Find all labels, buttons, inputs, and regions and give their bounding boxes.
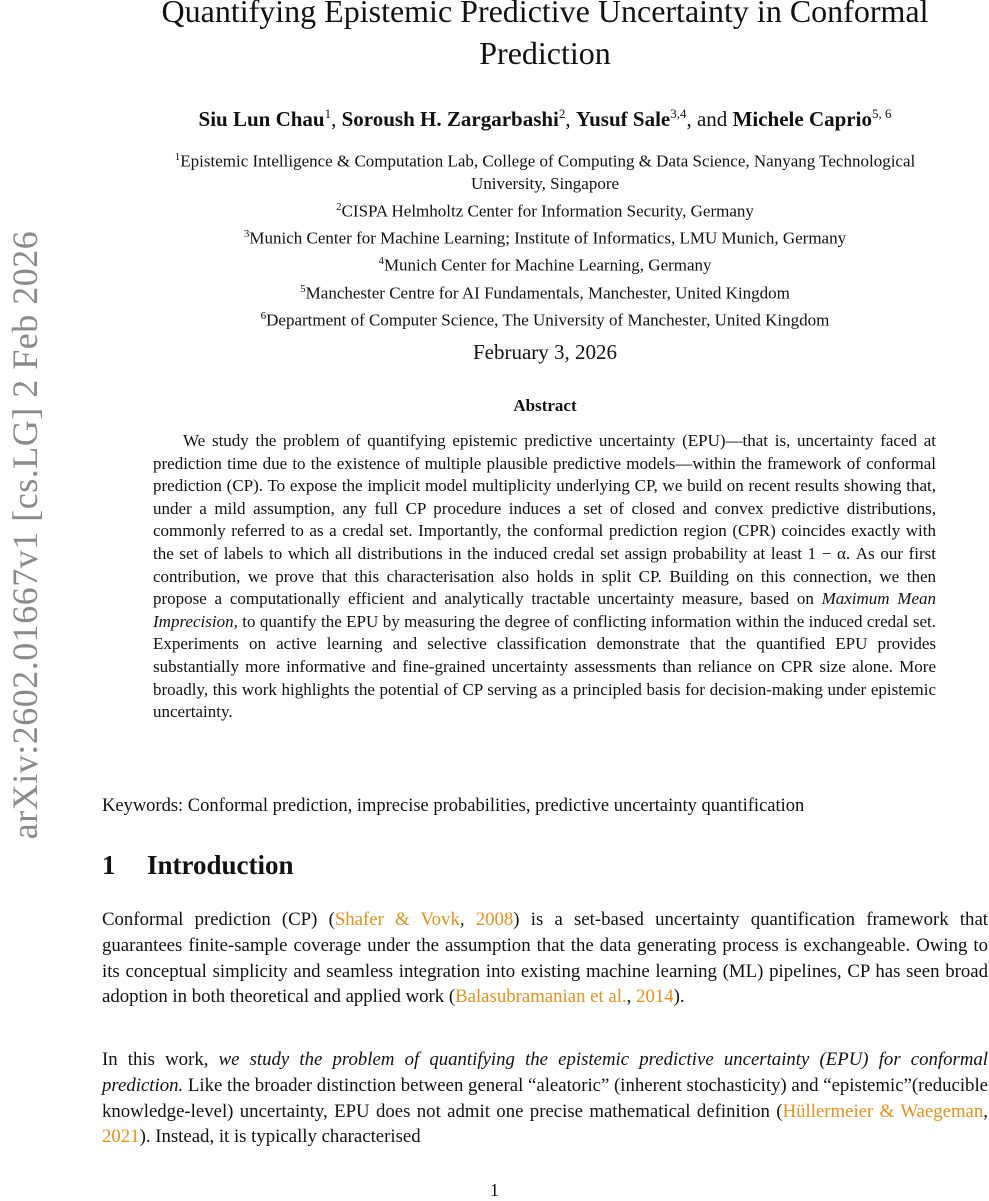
author-affil-sup: 3,4 (670, 106, 687, 121)
publication-date: February 3, 2026 (472, 340, 618, 364)
affil-text: Munich Center for Machine Learning, Germany (383, 256, 712, 275)
section-number: 1 (102, 850, 116, 880)
abstract-text: , to quantify the EPU by measuring the degree of conflicting information within the induced credal set. Experiments on active learning and selective classification demonstrate that the quantified EPU provides substantially more informative and fine-grained uncertainty assessments than reliance on CPR size alone. More broadly, this work highlights the potential of CP serving as a principled basis for decision-making under epistemic uncertainty. (153, 611, 936, 722)
affiliation-5 (100, 278, 989, 305)
affiliation-4 (100, 250, 989, 277)
abstract-italic-term: Maximum Mean Imprecision (153, 589, 936, 631)
author-name: Siu Lun Chau (198, 107, 325, 131)
body-italic-text: we study the problem of quantifying the epistemic predictive uncertainty (EPU) for conformal prediction. (102, 1049, 988, 1096)
body-text: ). (673, 986, 685, 1008)
affil-sup: 2 (336, 200, 342, 213)
affil-sup: 5 (300, 282, 306, 295)
author-affil-sup: 1 (324, 106, 332, 121)
author-list: Siu Lun Chau$^1$, Soroush H. Zargarbashi$^2$, Yusuf Sale$^{3,4}$, and Michele Caprio$^{5, 6}$ (198, 106, 892, 131)
abstract-heading: Abstract (513, 396, 577, 415)
affil-sup: 1 (174, 151, 181, 163)
affiliation-3 (100, 223, 989, 250)
arxiv-identifier-stamp: arXiv:2602.01667v1 [cs.LG] 2 Feb 2026 (5, 230, 45, 840)
author-affil-sup: 2 (558, 106, 566, 121)
page-number: 1 (490, 1180, 499, 1200)
body-text: Conformal prediction (CP) ( (102, 909, 335, 930)
affil-text: Manchester Centre for AI Fundamentals, Manchester, United Kingdom (305, 283, 790, 303)
paper-title (120, 0, 970, 74)
author-conjunction: , and (686, 107, 733, 131)
affil-text: University, Singapore (470, 174, 620, 194)
abstract-body (153, 430, 936, 724)
intro-paragraph-2 (102, 1047, 988, 1150)
affiliation-1-cont (100, 173, 989, 196)
affiliation-6 (100, 305, 989, 332)
affiliations (100, 146, 989, 332)
author-affil-sup: 5, 6 (871, 106, 892, 121)
title-line-1: Quantifying Epistemic Predictive Uncertainty in Conformal (161, 0, 929, 29)
citation-separator: , (459, 909, 476, 930)
intro-paragraph-1 (102, 907, 988, 1010)
citation-year-link[interactable]: 2014 (636, 986, 674, 1008)
abstract-text: We study the problem of quantifying epistemic predictive uncertainty (EPU)—that is, uncertainty faced at prediction time due to the existence of multiple plausible predictive models—within the framework of conformal prediction (CP). To expose the implicit model multiplicity underlying CP, we build on recent results showing that, under a mild assumption, any full CP procedure induces a set of closed and convex predictive distributions, commonly referred to as a credal set. Importantly, the conformal prediction region (CPR) coincides exactly with the set of labels to which all distributions in the induced credal set assign probability at least 1 − α. As our first contribution, we prove that this characterisation also holds in split CP. Building on this connection, we then propose a computationally efficient and analytically tractable uncertainty measure, based on (153, 431, 936, 609)
author-name: Soroush H. Zargarbashi (341, 107, 559, 131)
section-title: Introduction (147, 850, 294, 880)
author-name: Michele Caprio (732, 107, 872, 131)
citation-year-link[interactable]: 2008 (475, 909, 514, 930)
affil-text: Department of Computer Science, The University of Manchester, United Kingdom (266, 310, 830, 330)
citation-separator: , (626, 986, 637, 1008)
citation-link[interactable]: Hüllermeier & Waegeman (782, 1100, 984, 1122)
affil-sup: 6 (260, 309, 267, 322)
affil-text: Munich Center for Machine Learning; Institute of Informatics, LMU Munich, Germany (249, 228, 847, 248)
keywords: Keywords: Conformal prediction, imprecise probabilities, predictive uncertainty quantification (102, 796, 805, 816)
section-heading-introduction (102, 850, 702, 881)
affil-text: CISPA Helmholtz Center for Information Security, Germany (341, 201, 754, 221)
body-text: In this work, (102, 1049, 219, 1070)
affil-sup: 3 (243, 228, 250, 241)
citation-link[interactable]: Balasubramanian et al. (455, 986, 627, 1008)
citation-link[interactable]: Shafer & Vovk (334, 909, 460, 930)
affiliation-1 (100, 146, 989, 173)
affiliation-2 (100, 196, 989, 223)
affil-text: Epistemic Intelligence & Computation Lab, College of Computing & Data Science, Nanyang Technological (180, 151, 916, 171)
title-line-2: Prediction (479, 35, 611, 71)
body-text: Like the broader distinction between general “aleatoric” (inherent stochasticity) and “epistemic”(reducible knowledge-level) uncertainty, EPU does not admit one precise mathematical definition ( (102, 1074, 988, 1122)
affil-sup: 4 (378, 255, 384, 268)
body-text: ). Instead, it is typically characterised (139, 1126, 421, 1148)
author-name: Yusuf Sale (575, 107, 671, 131)
citation-separator: , (983, 1100, 988, 1122)
citation-year-link[interactable]: 2021 (102, 1126, 140, 1148)
body-text: ) is a set-based uncertainty quantification framework that guarantees finite-sample coverage under the assumption that the data generating process is exchangeable. Owing to its conceptual simplicity and seamless integration into existing machine learning (ML) pipelines, CP has seen broad adoption in both theoretical and applied work ( (102, 909, 988, 1008)
